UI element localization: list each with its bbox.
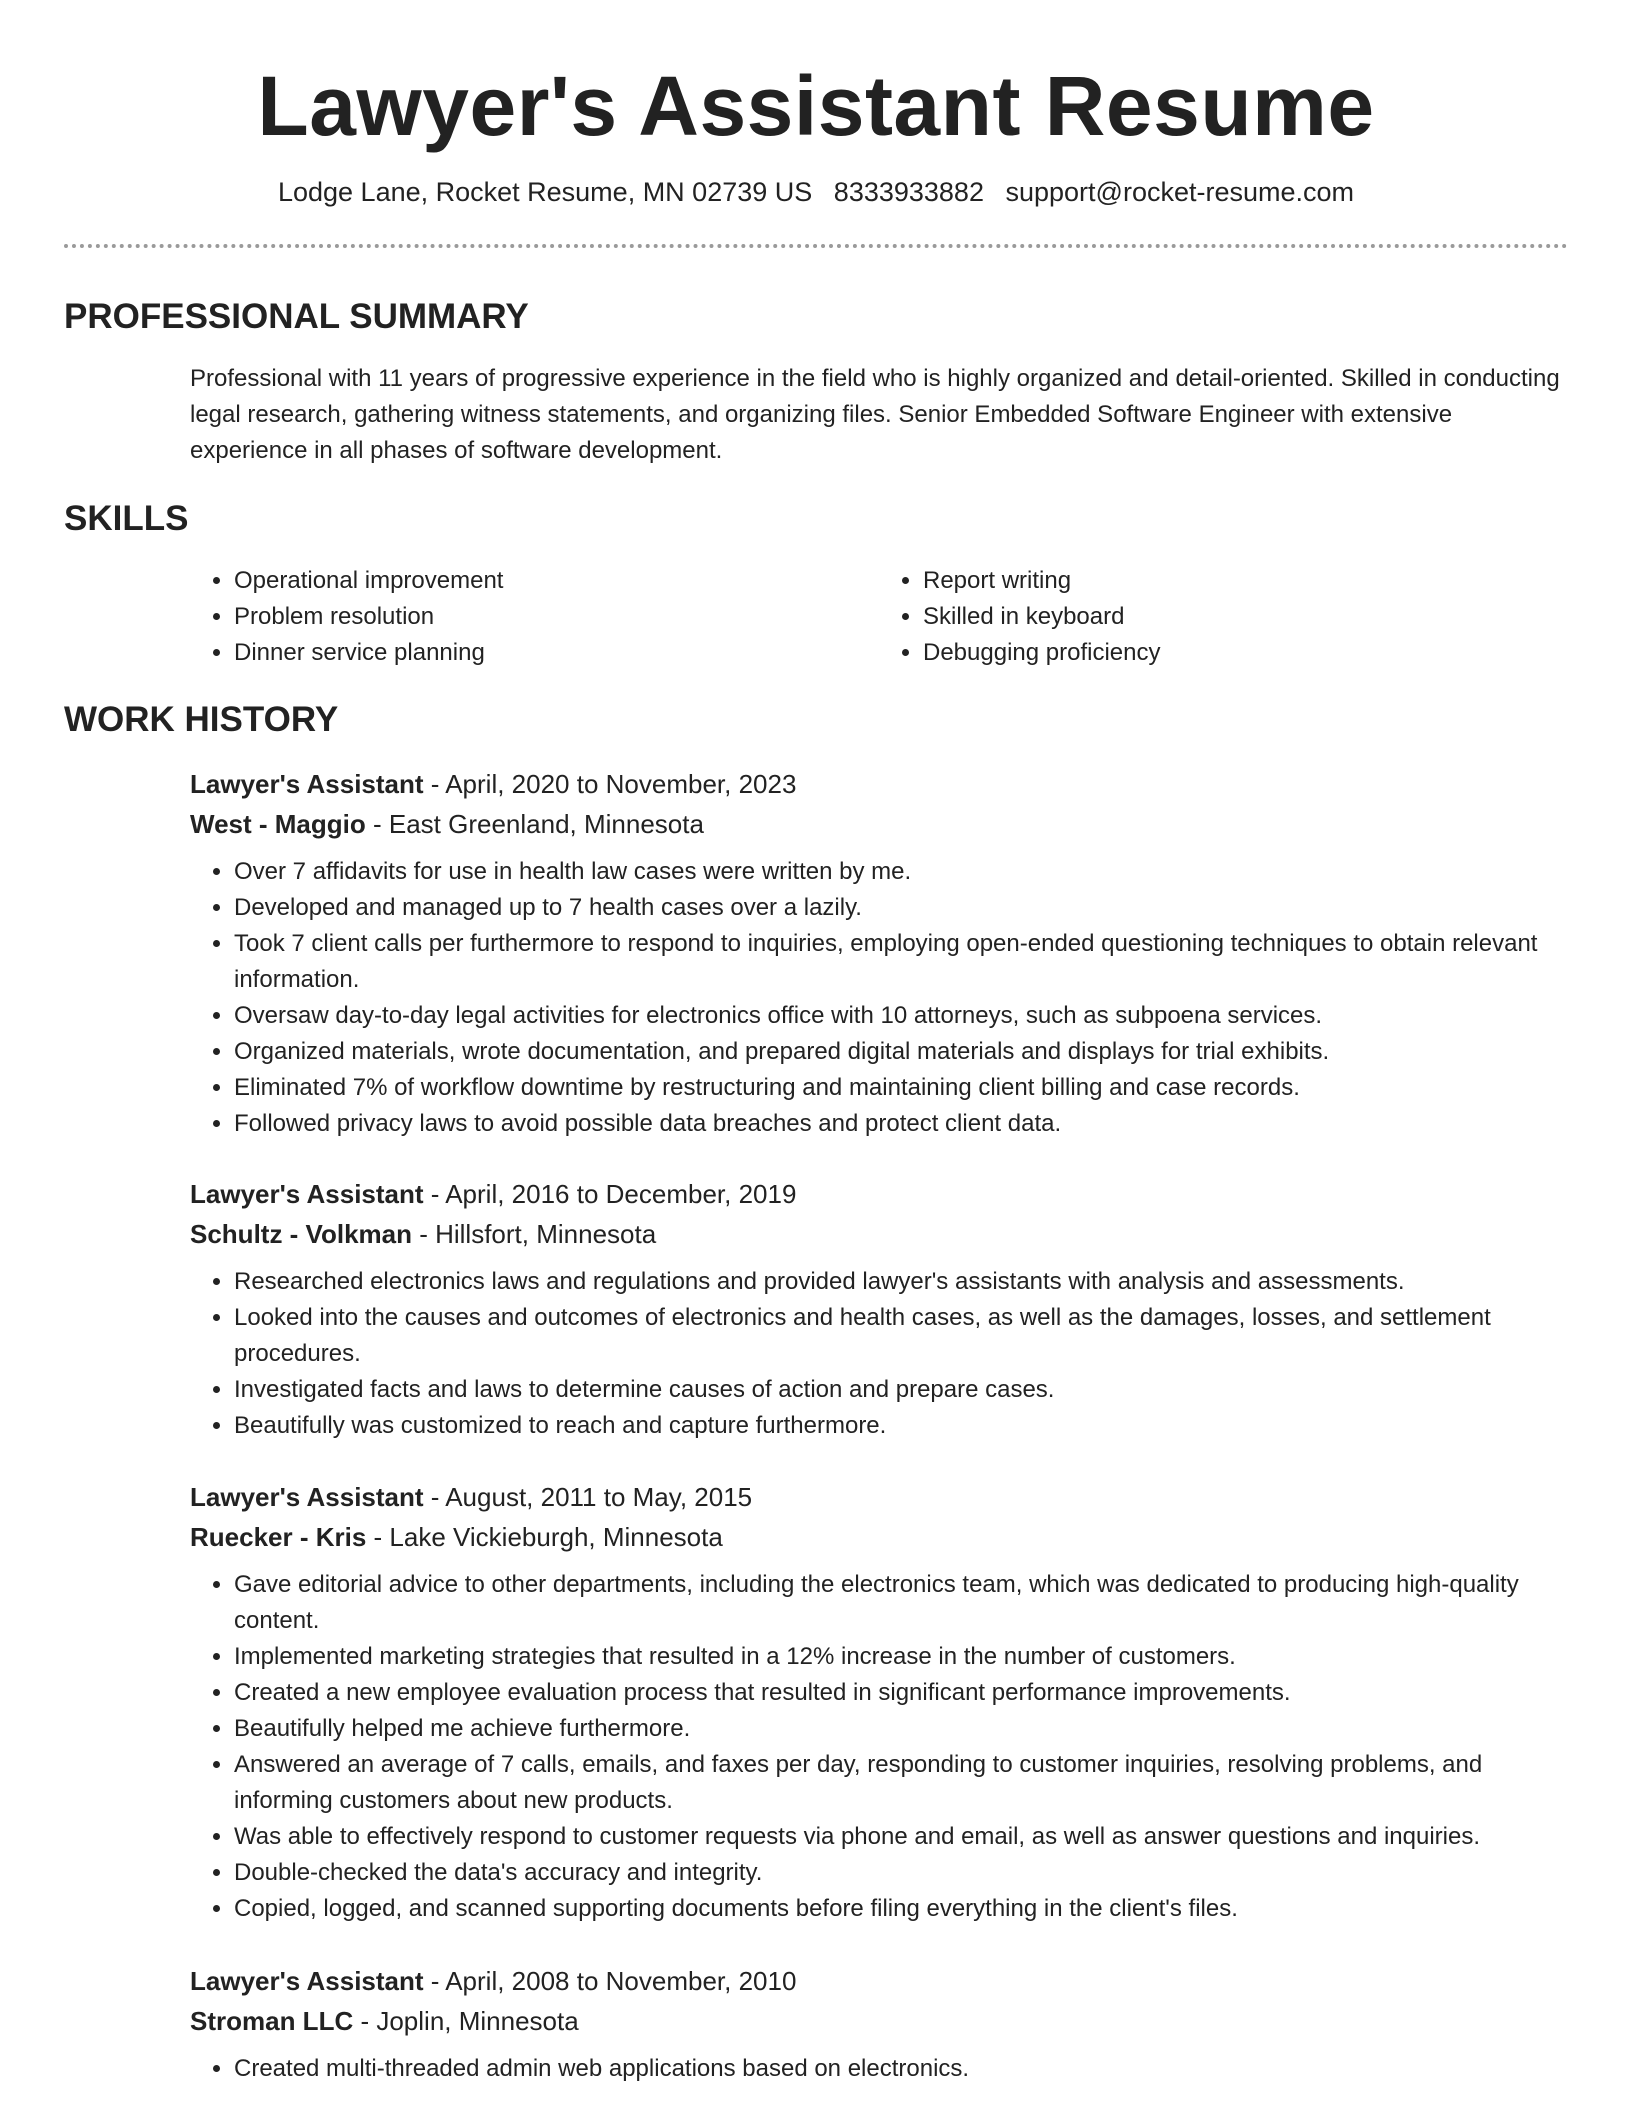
job-entry — [190, 1477, 1568, 1927]
job-bullet: • Answered an average of 7 calls, emails, and faxes per day, responding to customer inquiries, resolving problems, and informing customers about new products. — [234, 1747, 1584, 1819]
job-company-line — [190, 2001, 1568, 2041]
job-location: - East Greenland, Minnesota — [365, 809, 704, 839]
job-entry — [190, 764, 1568, 1142]
job-bullet: • Eliminated 7% of workflow downtime by restructuring and maintaining client billing and case records. — [234, 1070, 1584, 1106]
job-bullet: • Researched electronics laws and regulations and provided lawyer's assistants with analysis and assessments. — [234, 1264, 1584, 1300]
job-bullets — [190, 1567, 1584, 1927]
job-bullet: • Gave editorial advice to other departments, including the electronics team, which was dedicated to producing high-quality content. — [234, 1567, 1584, 1639]
job-company-line — [190, 1517, 1568, 1557]
job-entry — [190, 1961, 1568, 2087]
job-title: Lawyer's Assistant — [190, 1179, 424, 1209]
job-title-line — [190, 1174, 1568, 1214]
job-company: Ruecker - Kris — [190, 1522, 367, 1552]
skills-grid — [190, 563, 1568, 671]
job-dates: - April, 2020 to November, 2023 — [423, 769, 797, 799]
skill-item: • Report writing — [923, 563, 1568, 599]
job-bullets — [190, 1264, 1584, 1444]
skill-item: • Debugging proficiency — [923, 635, 1568, 671]
skills-column-left — [190, 563, 879, 671]
job-title-line — [190, 1477, 1568, 1517]
job-dates: - April, 2016 to December, 2019 — [423, 1179, 797, 1209]
summary-heading: PROFESSIONAL SUMMARY — [64, 297, 529, 336]
job-bullet: • Created multi-threaded admin web applications based on electronics. — [234, 2051, 1584, 2087]
job-location: - Hillsfort, Minnesota — [412, 1219, 657, 1249]
job-entry — [190, 1174, 1568, 1444]
job-bullet: • Looked into the causes and outcomes of electronics and health cases, as well as the damages, losses, and settlement procedures. — [234, 1300, 1584, 1372]
job-company: Schultz - Volkman — [190, 1219, 412, 1249]
job-bullet: • Beautifully helped me achieve furthermore. — [234, 1711, 1584, 1747]
resume-title: Lawyer's Assistant Resume — [257, 59, 1375, 153]
job-company-line — [190, 1214, 1568, 1254]
job-bullet: • Implemented marketing strategies that resulted in a 12% increase in the number of customers. — [234, 1639, 1584, 1675]
job-bullet: • Double-checked the data's accuracy and integrity. — [234, 1855, 1584, 1891]
contact-address: Lodge Lane, Rocket Resume, MN 02739 US — [277, 177, 813, 207]
job-bullet: • Beautifully was customized to reach and capture furthermore. — [234, 1408, 1584, 1444]
job-bullet: • Developed and managed up to 7 health cases over a lazily. — [234, 890, 1584, 926]
job-company-line — [190, 804, 1568, 844]
job-bullet: • Was able to effectively respond to customer requests via phone and email, as well as answer questions and inquiries. — [234, 1819, 1584, 1855]
skill-item: • Problem resolution — [234, 599, 879, 635]
skill-item: • Skilled in keyboard — [923, 599, 1568, 635]
job-location: - Joplin, Minnesota — [353, 2006, 579, 2036]
job-dates: - August, 2011 to May, 2015 — [423, 1482, 753, 1512]
job-bullet: • Took 7 client calls per furthermore to respond to inquiries, employing open-ended questioning techniques to obtain relevant information. — [234, 926, 1584, 998]
contact-phone: 8333933882 — [833, 177, 984, 207]
job-company: Stroman LLC — [190, 2006, 354, 2036]
job-dates: - April, 2008 to November, 2010 — [423, 1966, 797, 1996]
job-company: West - Maggio — [190, 809, 366, 839]
job-bullet: • Investigated facts and laws to determine causes of action and prepare cases. — [234, 1372, 1584, 1408]
job-bullet: • Followed privacy laws to avoid possible data breaches and protect client data. — [234, 1106, 1584, 1142]
contact-email: support@rocket-resume.com — [1005, 177, 1355, 207]
skills-column-right — [879, 563, 1568, 671]
job-title: Lawyer's Assistant — [190, 1966, 424, 1996]
work-history-heading: WORK HISTORY — [64, 700, 339, 739]
job-title-line — [190, 764, 1568, 804]
job-title-line — [190, 1961, 1568, 2001]
job-bullet: • Organized materials, wrote documentation, and prepared digital materials and displays for trial exhibits. — [234, 1034, 1584, 1070]
skills-heading: SKILLS — [64, 499, 189, 538]
job-bullet: • Created a new employee evaluation process that resulted in significant performance improvements. — [234, 1675, 1584, 1711]
contact-line — [64, 174, 1568, 210]
job-bullets — [190, 854, 1584, 1142]
job-bullets — [190, 2051, 1584, 2087]
job-bullet: • Oversaw day-to-day legal activities for electronics office with 10 attorneys, such as subpoena services. — [234, 998, 1584, 1034]
job-title: Lawyer's Assistant — [190, 769, 424, 799]
header-divider — [64, 244, 1568, 248]
job-title: Lawyer's Assistant — [190, 1482, 424, 1512]
job-bullet: • Over 7 affidavits for use in health law cases were written by me. — [234, 854, 1584, 890]
job-bullet: • Copied, logged, and scanned supporting documents before filing everything in the client's files. — [234, 1891, 1584, 1927]
skill-item: • Operational improvement — [234, 563, 879, 599]
job-location: - Lake Vickieburgh, Minnesota — [366, 1522, 723, 1552]
skill-item: • Dinner service planning — [234, 635, 879, 671]
summary-text: Professional with 11 years of progressive experience in the field who is highly organized and detail-oriented. Skilled in conducting legal research, gathering witness statements, and organizing files. Senior Embedded Software Engineer with extensive experience in all phases of software development. — [190, 365, 1560, 464]
